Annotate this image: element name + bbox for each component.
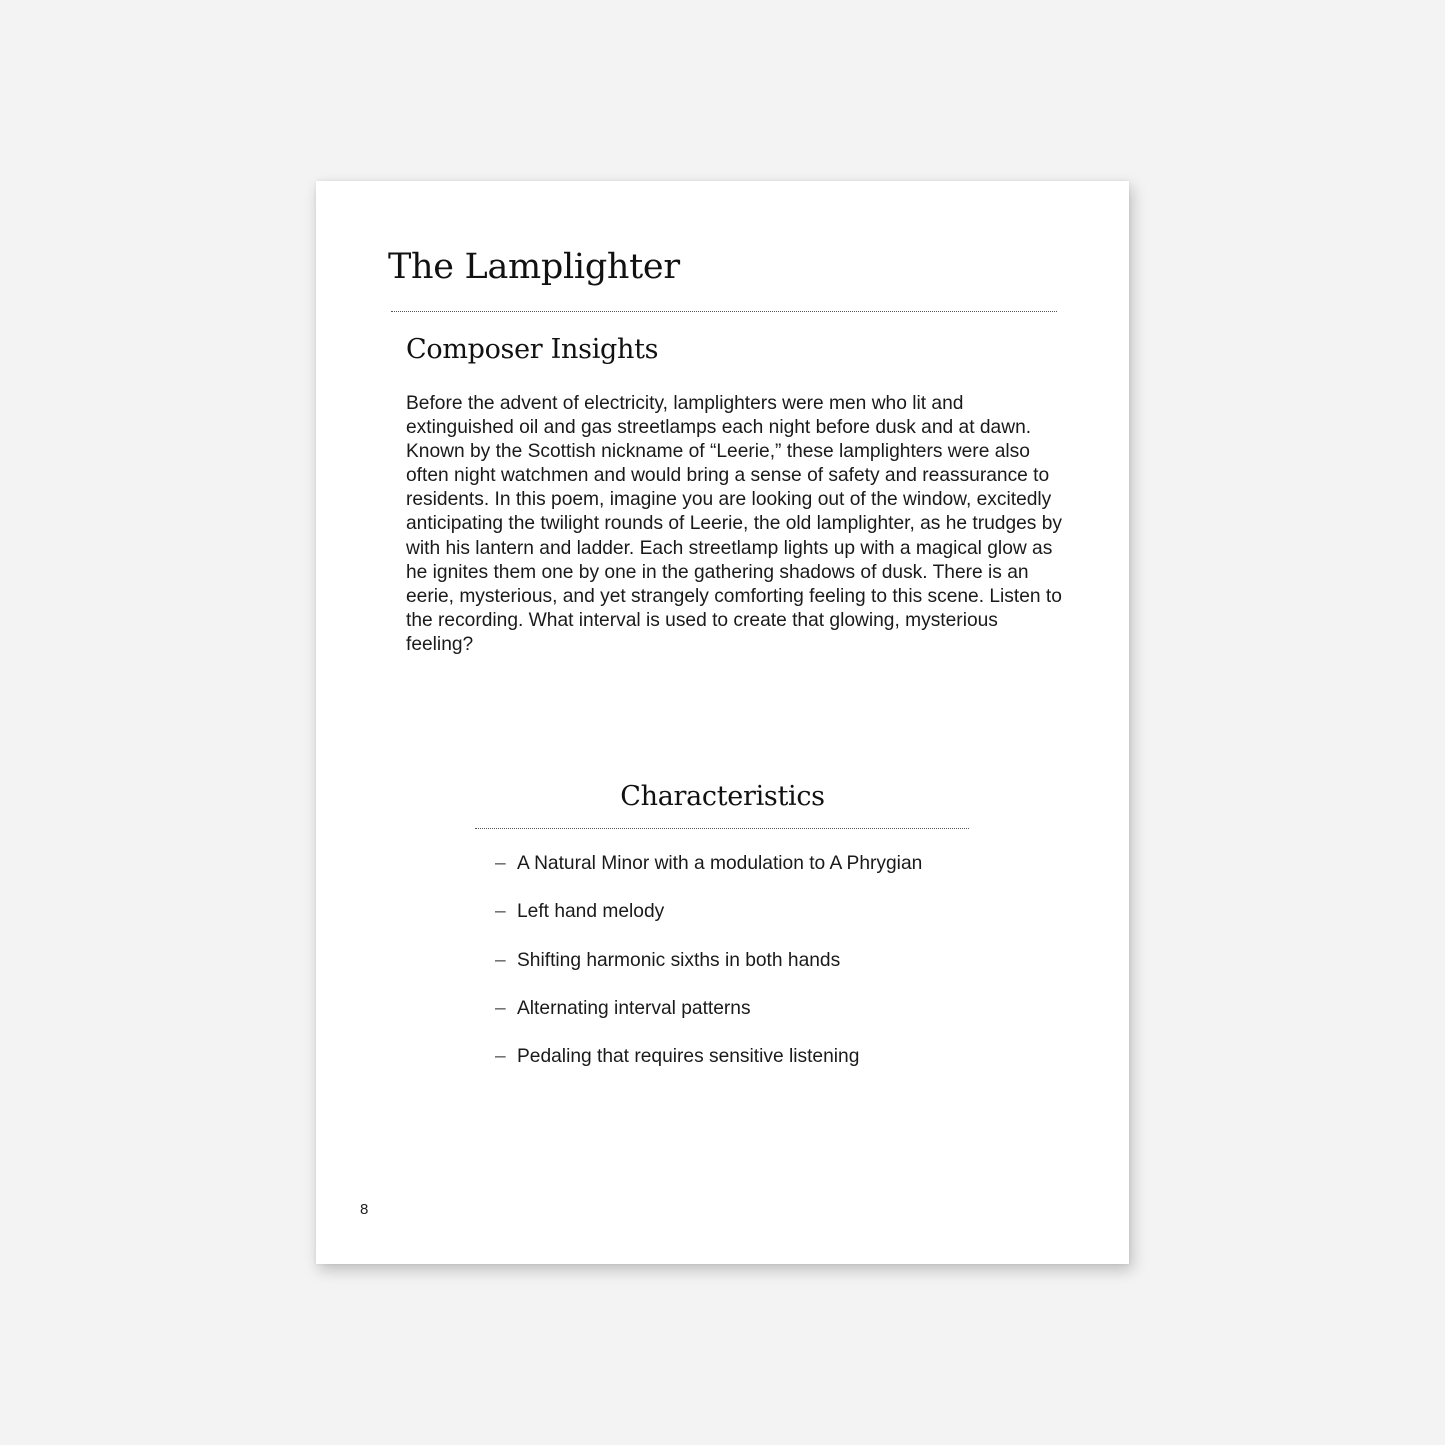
composer-insights-paragraph: Before the advent of electricity, lamplighters were men who lit and extinguished oil and gas streetlamps each night before dusk and at dawn. Known by the Scottish nickname of “Leerie,” these lamplighters were also often night watchmen and would bring a sense of safety and reassurance to residents. In this poem, imagine you are looking out of the window, excitedly anticipating the twilight rounds of Leerie, the old lamplighter, as he trudges by with his lantern and ladder. Each streetlamp lights up with a magical glow as he ignites them one by one in the gathering shadows of dusk. There is an eerie, mysterious, and yet strangely comforting feeling to this scene. Listen to the recording. What interval is used to create that glowing, mysterious feeling? xyxy=(406,393,1062,655)
list-item xyxy=(495,1045,922,1093)
title-divider xyxy=(391,311,1057,312)
dash-bullet-icon: – xyxy=(495,853,506,874)
list-item xyxy=(495,997,922,1045)
page-number: 8 xyxy=(360,1201,369,1218)
dash-bullet-icon: – xyxy=(495,949,506,971)
page-title: The Lamplighter xyxy=(388,247,680,287)
dash-bullet-icon: – xyxy=(495,997,506,1019)
composer-insights-heading: Composer Insights xyxy=(406,334,659,365)
list-item-text: A Natural Minor with a modulation to A Phrygian xyxy=(517,853,923,874)
dash-bullet-icon: – xyxy=(495,901,506,923)
document-page xyxy=(316,181,1129,1264)
list-item xyxy=(495,852,922,900)
list-item-text: Shifting harmonic sixths in both hands xyxy=(517,949,841,971)
characteristics-heading: Characteristics xyxy=(620,781,825,812)
list-item-text: Left hand melody xyxy=(517,901,665,923)
list-item xyxy=(495,900,922,948)
list-item-text: Alternating interval patterns xyxy=(517,997,751,1019)
list-item-text: Pedaling that requires sensitive listening xyxy=(517,1046,860,1068)
characteristics-divider xyxy=(475,828,969,829)
list-item xyxy=(495,949,922,997)
characteristics-list xyxy=(495,852,922,1093)
dash-bullet-icon: – xyxy=(495,1046,506,1068)
